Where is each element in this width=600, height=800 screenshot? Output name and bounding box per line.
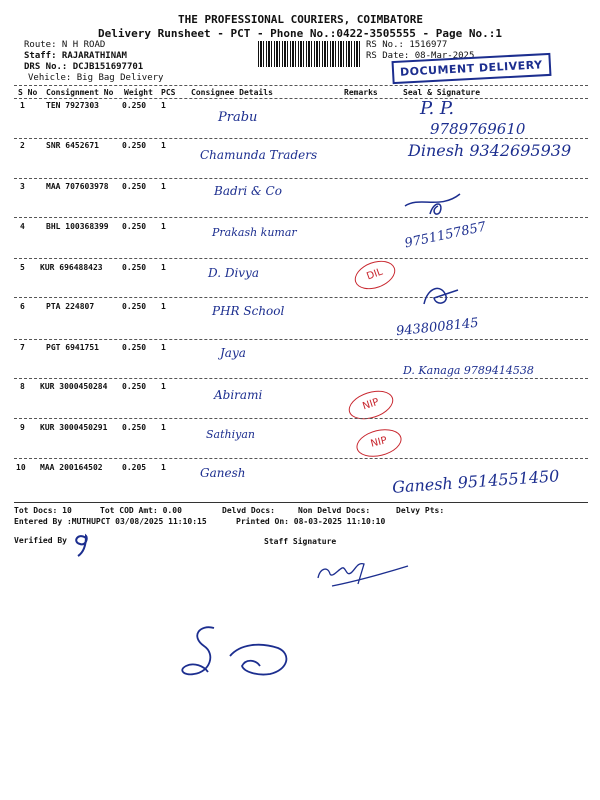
row-consignment: SNR 6452671 [46,141,99,150]
row-weight: 0.250 [122,141,147,150]
rs-date: RS Date: 08-Mar-2025 [366,51,475,61]
row-consignment: MAA 707603978 [46,182,109,191]
row-signature-scribble [418,280,464,310]
header-pcs: PCS [161,88,176,97]
header-remarks: Remarks [344,88,378,97]
non-delivered-docs: Non Delvd Docs: [298,506,371,515]
row-sno: 9 [20,423,25,432]
printed-on: Printed On: 08-03-2025 11:10:10 [236,517,386,526]
row-consignee-handwritten: Ganesh [200,466,246,480]
row-pcs: 1 [161,101,166,110]
row-weight: 0.205 [122,463,147,472]
row-weight: 0.250 [122,182,147,191]
entered-by: Entered By :MUTHUPCT 03/08/2025 11:10:15 [14,517,207,526]
delivered-docs: Delvd Docs: [222,506,275,515]
row-weight: 0.250 [122,423,147,432]
row-consignee-handwritten: Prabu [218,110,258,125]
row-consignee-handwritten: Sathiyan [206,428,255,441]
rs-number: RS No.: 1516977 [366,40,448,50]
row-weight: 0.250 [122,222,147,231]
row-weight: 0.250 [122,302,147,311]
drs-number: DRS No.: DCJB151697701 [24,62,144,72]
row-pcs: 1 [161,222,166,231]
row-signature-handwritten: 9438008145 [395,315,480,340]
red-remark-stamp: NIP [345,386,397,425]
header-consignment: Consignment No [46,88,114,97]
barcode [258,41,362,67]
row-pcs: 1 [161,423,166,432]
row-signature-scribble [400,186,470,220]
total-cod-amount: Tot COD Amt: 0.00 [100,506,182,515]
row-pcs: 1 [161,263,166,272]
row-consignee-handwritten: Prakash kumar [212,226,297,239]
row-weight: 0.250 [122,382,147,391]
row-consignment: KUR 3000450291 [40,423,108,432]
row-pcs: 1 [161,343,166,352]
row-consignment: PGT 6941751 [46,343,99,352]
row-pcs: 1 [161,463,166,472]
row-consignment: KUR 3000450284 [40,382,108,391]
row-weight: 0.250 [122,101,147,110]
row-sno: 4 [20,222,25,231]
row-consignee-handwritten: D. Divya [208,266,259,280]
row-consignee-handwritten: Jaya [220,346,246,360]
row-sno: 5 [20,263,25,272]
row-pcs: 1 [161,182,166,191]
row-pcs: 1 [161,382,166,391]
row-sno: 6 [20,302,25,311]
row-consignment: PTA 224807 [46,302,95,311]
row-signature-handwritten: Ganesh 9514551450 [391,466,560,497]
red-remark-stamp: DIL [351,256,399,295]
row-pcs: 1 [161,302,166,311]
row-consignment: BHL 100368399 [46,222,109,231]
staff: Staff: RAJARATHINAM [24,51,127,61]
route: Route: N H ROAD [24,40,106,50]
verified-by-label: Verified By [14,536,67,545]
row-weight: 0.250 [122,343,147,352]
row-consignee-handwritten: Chamunda Traders [200,148,318,162]
staff-signature-label: Staff Signature [264,537,337,546]
row-consignment: KUR 696488423 [40,263,103,272]
header-consignee: Consignee Details [191,88,273,97]
row-pcs: 1 [161,141,166,150]
vehicle: Vehicle: Big Bag Delivery [28,73,164,83]
verified-signature [70,530,94,558]
runsheet-subtitle: Delivery Runsheet - PCT - Phone No.:0422-3505555 - Page No.:1 [98,27,502,40]
row-signature-handwritten: 9751157857 [403,219,488,252]
row-signature-handwritten: Dinesh 9342695939 [408,141,572,160]
company-title: THE PROFESSIONAL COURIERS, COIMBATORE [178,13,424,26]
row-signature-handwritten: D. Kanaga 9789414538 [403,364,534,377]
row-consignee-handwritten: Abirami [214,388,263,402]
row-sno: 2 [20,141,25,150]
row-sno: 10 [16,463,26,472]
row-sno: 3 [20,182,25,191]
total-docs: Tot Docs: 10 [14,506,72,515]
row-sno: 1 [20,101,25,110]
header-sno: S No [18,88,38,97]
row-consignment: MAA 200164502 [40,463,103,472]
staff-signature [312,548,412,592]
row-weight: 0.250 [122,263,147,272]
red-remark-stamp: NIP [354,425,405,461]
header-weight: Weight [124,88,153,97]
row-consignee-handwritten: PHR School [212,304,285,318]
row-sno: 8 [20,382,25,391]
header-seal-signature: Seal & Signature [403,88,481,97]
row-signature-handwritten: 9789769610 [430,120,526,138]
row-consignment: TEN 7927303 [46,101,99,110]
large-signature [170,620,310,690]
row-signature-mark: P. P. [420,98,455,119]
document-delivery-stamp: DOCUMENT DELIVERY [392,53,552,84]
row-sno: 7 [20,343,25,352]
delivery-points: Delvy Pts: [396,506,445,515]
row-consignee-handwritten: Badri & Co [214,184,282,198]
